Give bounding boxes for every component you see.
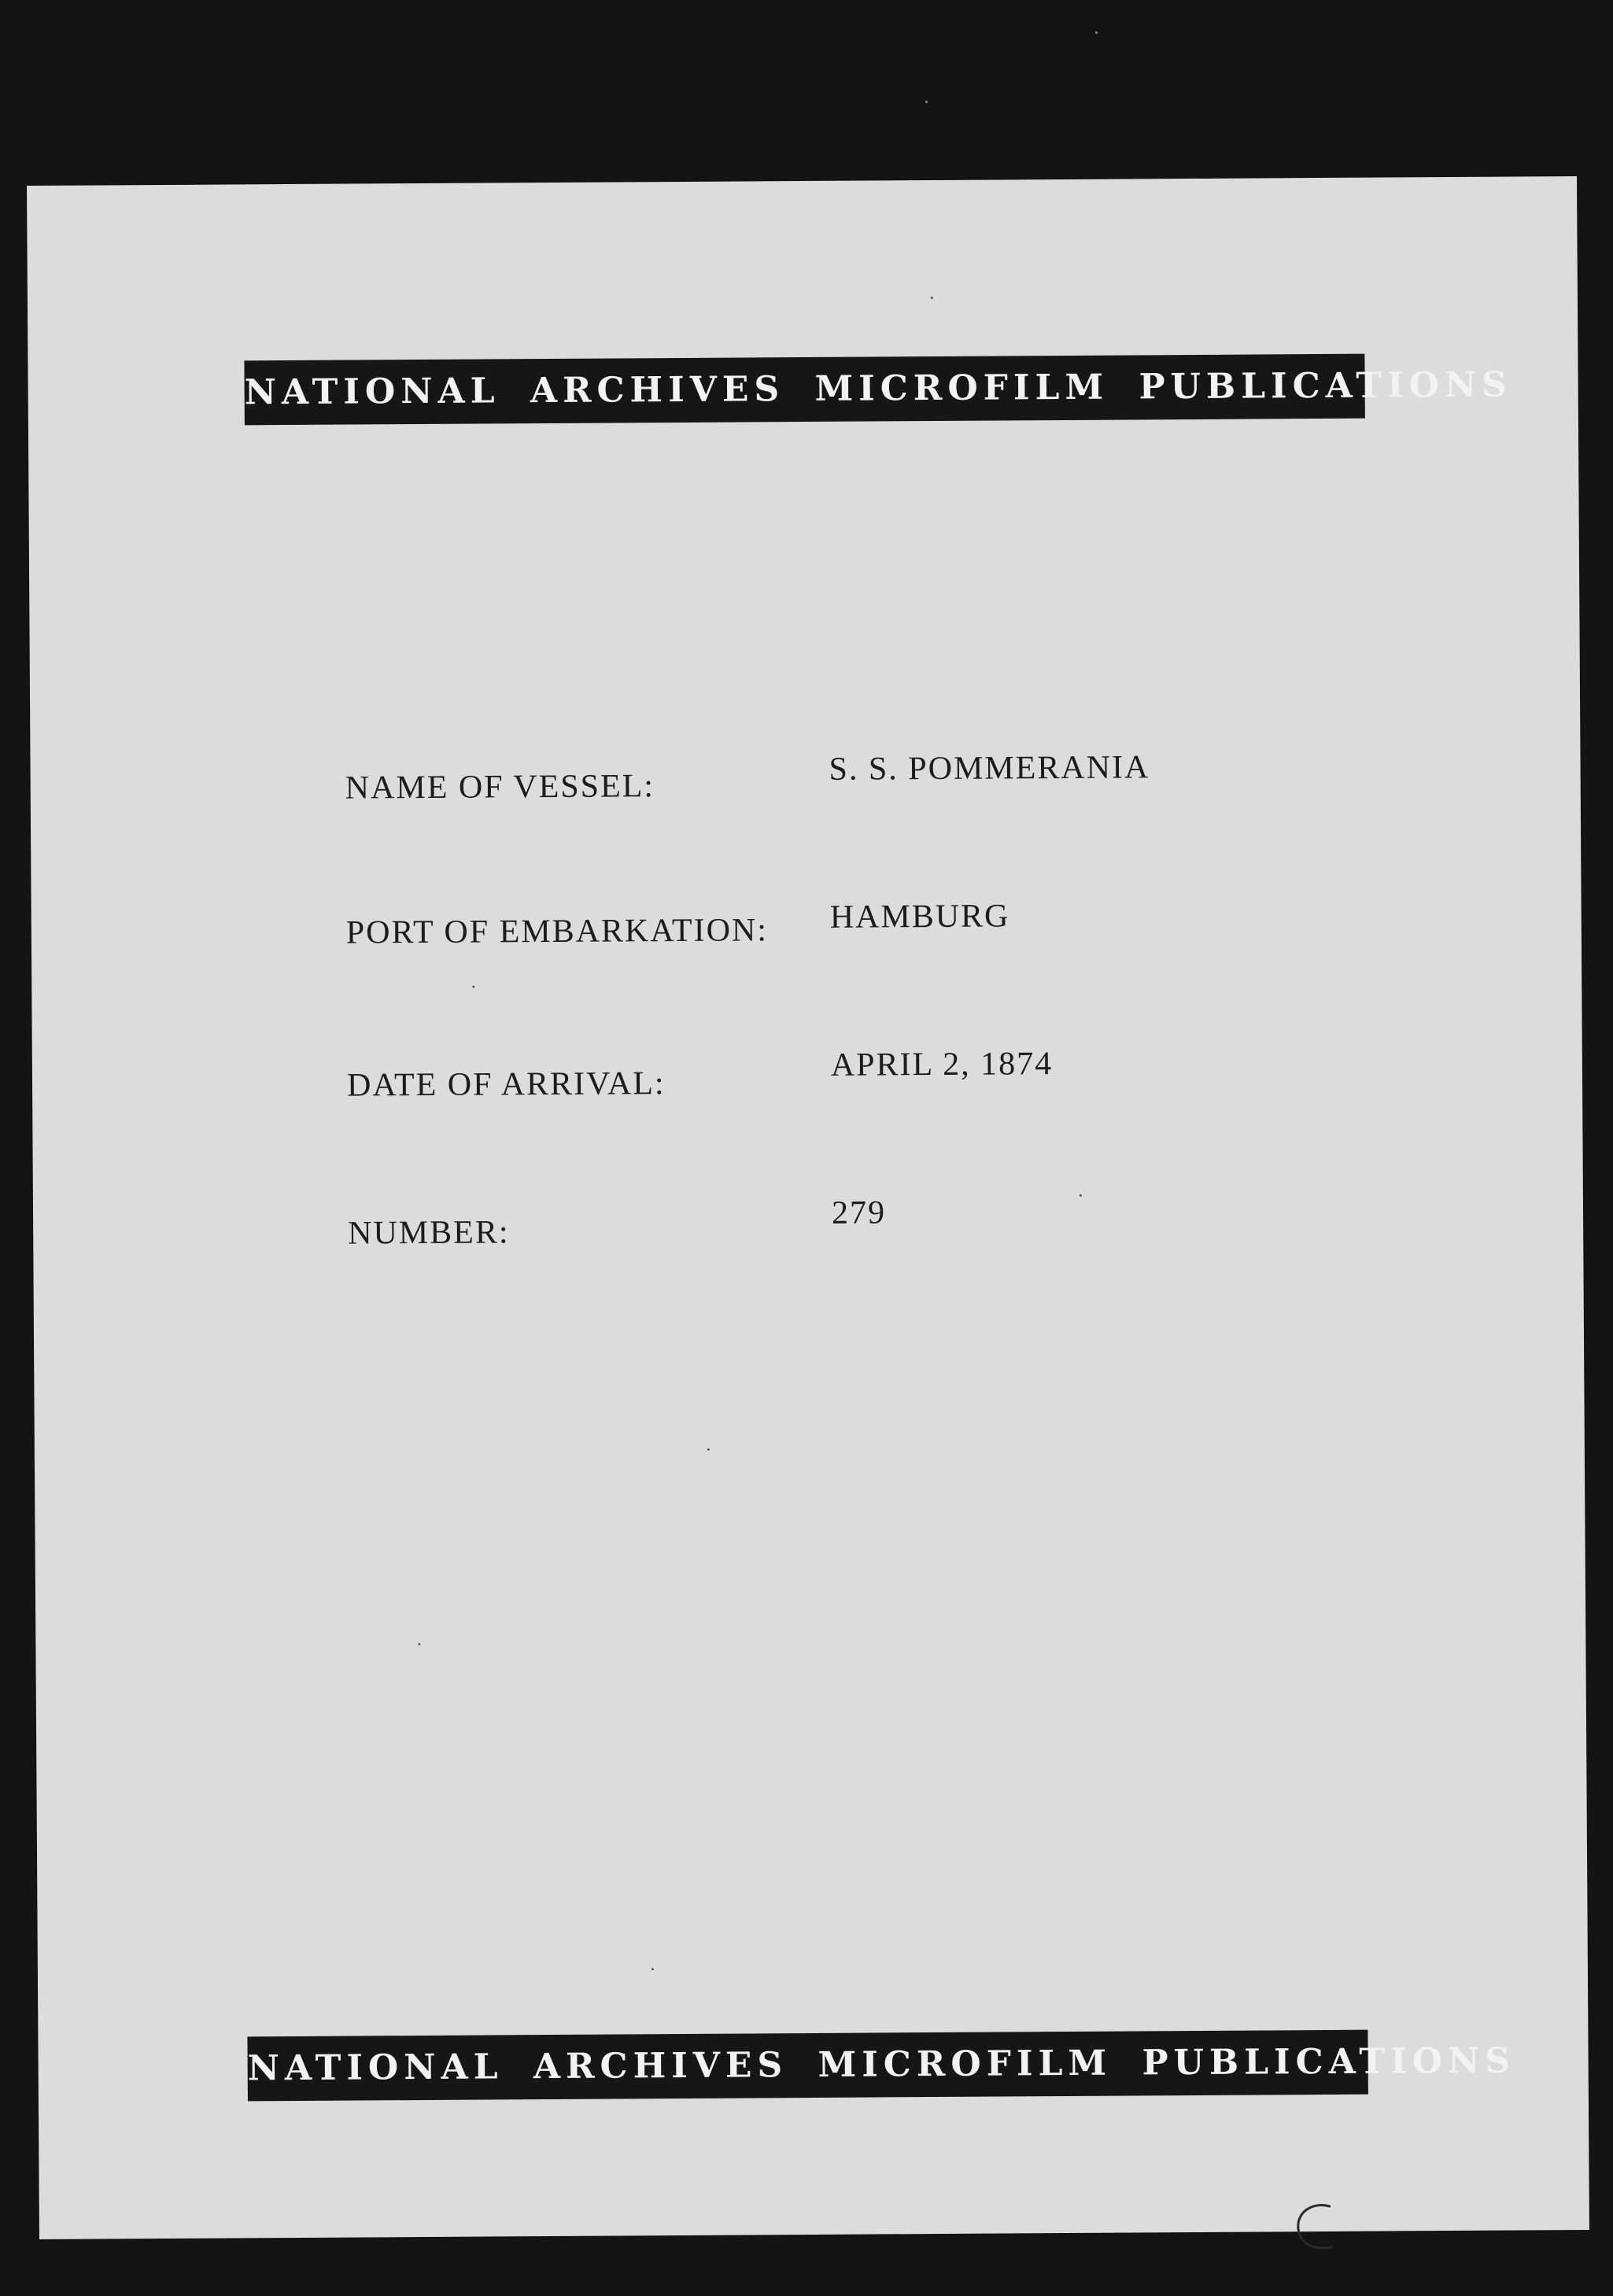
handwritten-mark-c [1290,2200,1338,2255]
dust-speck [925,101,928,103]
embarkation-port-label: PORT OF EMBARKATION: [345,912,769,951]
vessel-name-label: NAME OF VESSEL: [345,768,655,807]
dust-speck [931,297,933,299]
dust-speck [1080,1194,1082,1197]
number-label: NUMBER: [348,1214,510,1252]
dust-speck [472,986,474,988]
dust-speck [707,1449,710,1451]
number-value: 279 [831,1194,887,1231]
embarkation-port-value: HAMBURG [829,898,1010,936]
dust-speck [418,1643,420,1645]
arrival-date-value: APRIL 2, 1874 [830,1046,1054,1083]
vessel-name-value: S. S. POMMERANIA [829,749,1150,788]
footer-banner: NATIONAL ARCHIVES MICROFILM PUBLICATIONS [247,2030,1368,2102]
dust-speck [1095,31,1098,34]
document-sheet [27,176,1589,2239]
arrival-date-label: DATE OF ARRIVAL: [346,1065,666,1104]
header-banner: NATIONAL ARCHIVES MICROFILM PUBLICATIONS [244,354,1364,426]
dust-speck [651,1968,654,1970]
